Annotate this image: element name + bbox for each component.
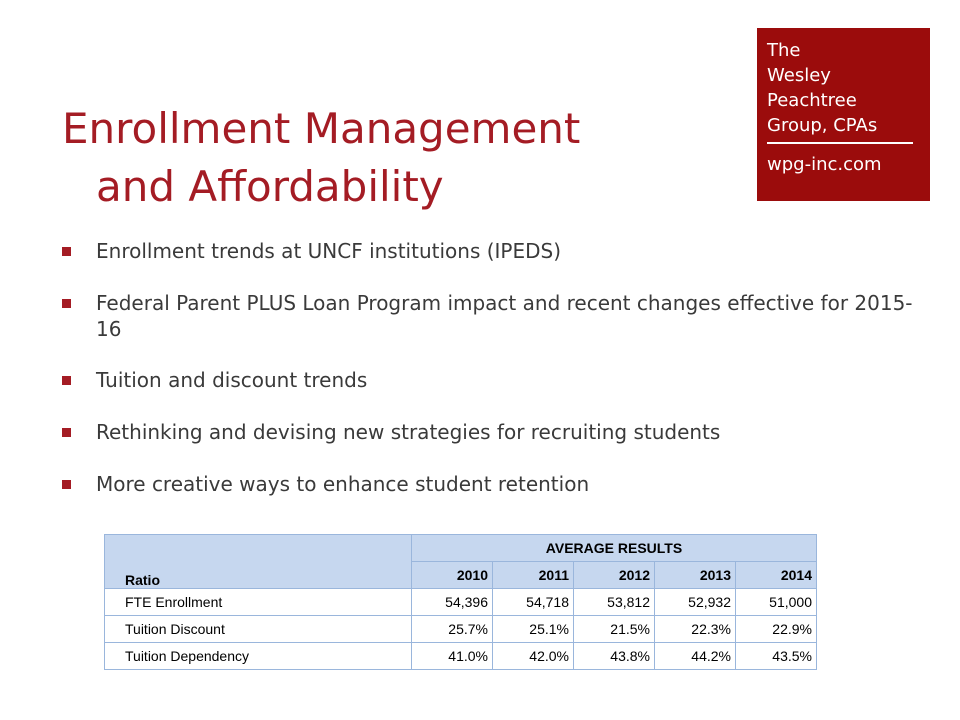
bullet-text: Enrollment trends at UNCF institutions (IPEDS) xyxy=(96,239,562,263)
bullet-item xyxy=(62,471,932,497)
bullet-item xyxy=(62,419,932,445)
year-header: 2010 xyxy=(412,562,493,589)
bullet-text: Tuition and discount trends xyxy=(96,368,368,392)
logo-url: wpg-inc.com xyxy=(767,154,882,175)
logo-box xyxy=(757,28,930,201)
year-header: 2012 xyxy=(574,562,655,589)
title-line-1: Enrollment Management xyxy=(62,104,581,153)
table-cell: 54,396 xyxy=(412,589,493,616)
table-cell: 54,718 xyxy=(493,589,574,616)
logo-divider xyxy=(767,142,913,144)
bullet-square-icon xyxy=(62,428,71,437)
table-cell: 52,932 xyxy=(655,589,736,616)
table-row xyxy=(105,616,817,643)
bullet-square-icon xyxy=(62,480,71,489)
average-results-header: AVERAGE RESULTS xyxy=(412,535,817,562)
table-cell: 22.3% xyxy=(655,616,736,643)
bullet-item xyxy=(62,290,932,342)
title-line-2: and Affordability xyxy=(96,162,444,211)
bullet-square-icon xyxy=(62,376,71,385)
table-cell: 22.9% xyxy=(736,616,817,643)
table-row xyxy=(105,643,817,670)
year-header: 2014 xyxy=(736,562,817,589)
bullet-text: Federal Parent PLUS Loan Program impact and recent changes effective for 2015-16 xyxy=(96,291,913,341)
bullet-square-icon xyxy=(62,299,71,308)
row-label: Tuition Discount xyxy=(105,616,412,643)
bullet-square-icon xyxy=(62,247,71,256)
bullet-text: Rethinking and devising new strategies for recruiting students xyxy=(96,420,721,444)
bullet-text: More creative ways to enhance student retention xyxy=(96,472,590,496)
slide-title xyxy=(62,100,722,216)
logo-line-2: Wesley xyxy=(767,65,831,86)
table-cell: 43.5% xyxy=(736,643,817,670)
year-header: 2011 xyxy=(493,562,574,589)
row-label: FTE Enrollment xyxy=(105,589,412,616)
table-cell: 25.7% xyxy=(412,616,493,643)
row-label: Tuition Dependency xyxy=(105,643,412,670)
logo-line-1: The xyxy=(767,40,801,61)
bullet-list xyxy=(62,238,932,523)
table-cell: 51,000 xyxy=(736,589,817,616)
table-row xyxy=(105,589,817,616)
ratio-header: Ratio xyxy=(105,535,412,589)
table-cell: 44.2% xyxy=(655,643,736,670)
table-cell: 42.0% xyxy=(493,643,574,670)
table-cell: 41.0% xyxy=(412,643,493,670)
logo-line-4: Group, CPAs xyxy=(767,115,878,136)
table-cell: 43.8% xyxy=(574,643,655,670)
bullet-item xyxy=(62,367,932,393)
table-cell: 53,812 xyxy=(574,589,655,616)
table-cell: 25.1% xyxy=(493,616,574,643)
year-header: 2013 xyxy=(655,562,736,589)
bullet-item xyxy=(62,238,932,264)
table-cell: 21.5% xyxy=(574,616,655,643)
results-table xyxy=(104,534,817,670)
logo-line-3: Peachtree xyxy=(767,90,857,111)
